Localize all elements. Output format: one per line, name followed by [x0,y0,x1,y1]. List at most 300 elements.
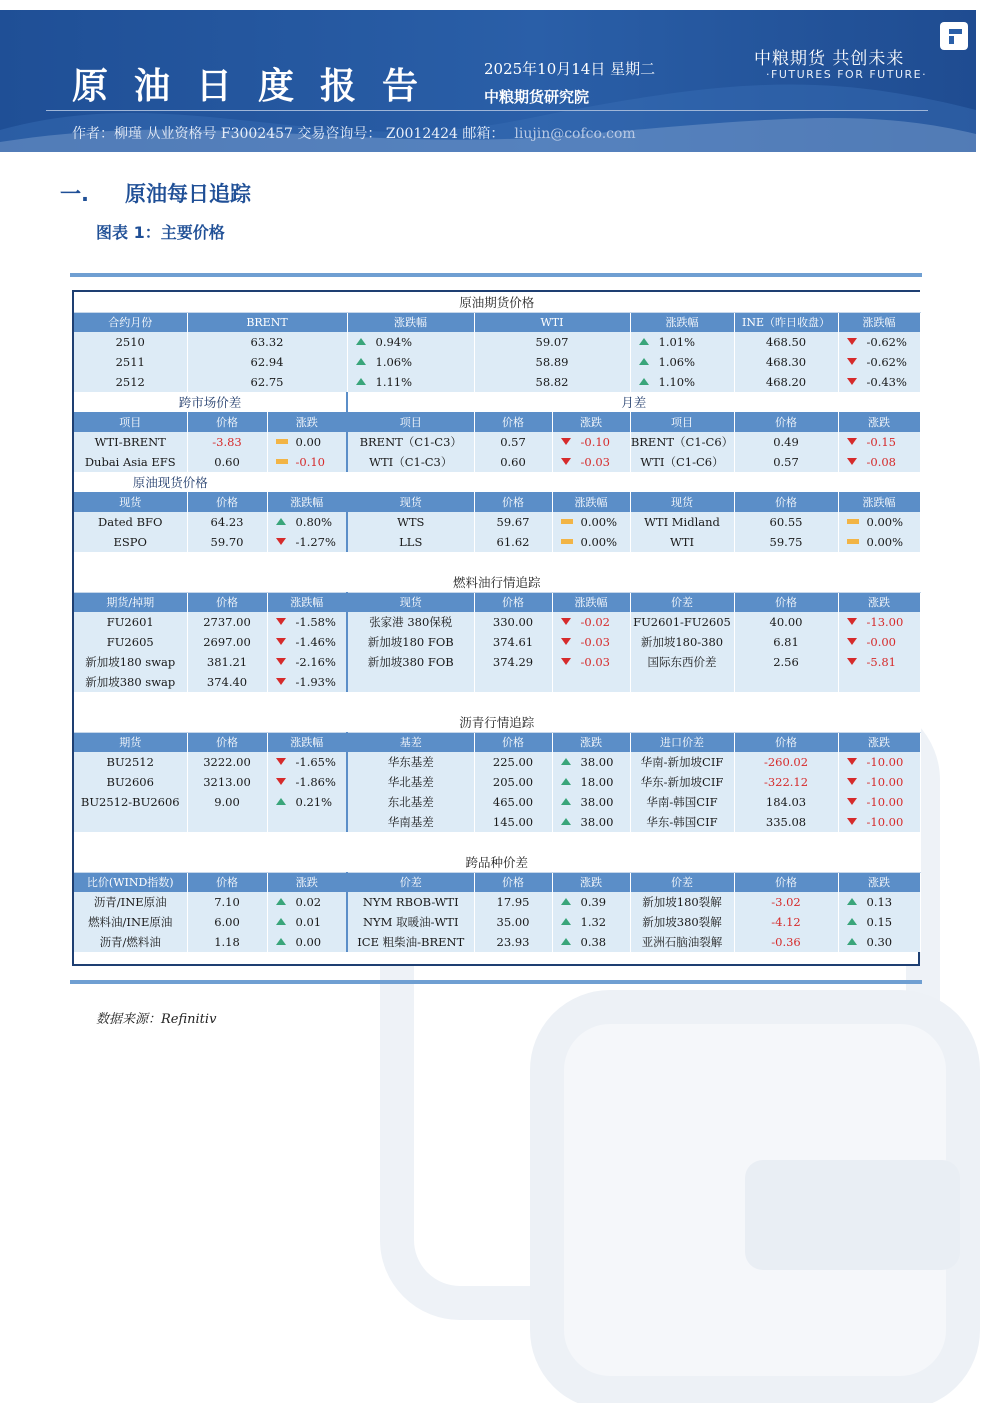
spacer-cell [74,692,187,712]
column-header: 涨跌 [838,592,920,612]
change-cell [630,332,734,352]
table-row [74,752,920,772]
item-cell: FU2601-FU2605 [630,612,734,632]
price-cell: 330.00 [474,612,552,632]
spacer-cell [267,552,347,572]
column-header: 价格 [734,412,838,432]
down-arrow-icon [847,758,857,765]
spacer-cell [347,472,474,492]
cross-product-section-title: 跨品种价差 [74,852,920,872]
item-cell: 新加坡180裂解 [630,892,734,912]
price-cell [474,672,552,692]
down-arrow-icon [847,378,857,385]
table-row [74,792,920,812]
asphalt-section [74,712,920,732]
change-cell [552,532,630,552]
column-header: 价格 [187,592,267,612]
item-cell: BU2606 [74,772,187,792]
figure-title: 图表 1：主要价格 [96,223,225,242]
column-header: 价格 [734,872,838,892]
spread-subheader-row [74,392,920,412]
change-cell [552,912,630,932]
column-header: 期货 [74,732,187,752]
change-cell [630,372,734,392]
change-cell [552,612,630,632]
change-cell [838,892,920,912]
price-cell: -3.83 [187,432,267,452]
spacer-cell [630,552,734,572]
item-cell: LLS [347,532,474,552]
spacer-cell [74,552,187,572]
down-arrow-icon [847,438,857,445]
section-title: 原油每日追踪 [124,182,251,206]
table-row [74,432,920,452]
item-cell: WTS [347,512,474,532]
spacer-cell [474,472,552,492]
price-cell: 374.29 [474,652,552,672]
column-header: 项目 [347,412,474,432]
item-cell: WTI（C1-C3） [347,452,474,472]
change-value: -0.10 [295,455,325,469]
item-cell: 新加坡180 FOB [347,632,474,652]
change-value: -13.00 [866,615,904,629]
brand-slogan-cn: 中粮期货 共创未来 [754,49,905,69]
item-cell: NYM 取暖油-WTI [347,912,474,932]
item-cell: 华东基差 [347,752,474,772]
price-cell: 6.81 [734,632,838,652]
spacer-cell [630,472,734,492]
spacer-cell [838,832,920,852]
fuel-header-row [74,592,920,612]
down-arrow-icon [847,338,857,345]
change-cell [267,612,347,632]
change-cell [838,652,920,672]
report-date: 2025年10月14日 星期二 [484,60,656,78]
price-cell: 3222.00 [187,752,267,772]
column-header: 涨跌 [552,872,630,892]
change-value: 0.21% [295,795,333,809]
item-cell [630,672,734,692]
flat-bar-icon [276,459,288,464]
item-cell: NYM RBOB-WTI [347,892,474,912]
down-arrow-icon [847,778,857,785]
item-cell: 东北基差 [347,792,474,812]
spacer-cell [734,832,838,852]
column-header: 价差 [347,872,474,892]
spacer-cell [267,832,347,852]
table-row [74,932,920,952]
spacer-cell [267,472,347,492]
fuel-oil-section [74,572,920,592]
spacer-cell [187,832,267,852]
change-cell [838,432,920,452]
flat-bar-icon [561,519,573,524]
column-header: 价格 [474,872,552,892]
price-cell: 35.00 [474,912,552,932]
data-source-note: 数据来源：Refinitiv [96,1012,217,1027]
column-header: 价格 [187,732,267,752]
up-arrow-icon [639,338,649,345]
down-arrow-icon [847,458,857,465]
price-cell: 2.56 [734,652,838,672]
item-cell: 新加坡380 swap [74,672,187,692]
change-cell [838,372,920,392]
change-value: 0.00% [580,535,618,549]
change-cell [838,352,920,372]
price-cell: 2737.00 [187,612,267,632]
change-cell [267,532,347,552]
header-divider [46,110,928,111]
change-cell [267,672,347,692]
table-row [74,672,920,692]
company-logo-icon [940,22,968,50]
spacer-cell [74,832,187,852]
change-value: 0.30 [866,935,893,949]
price-cell: 9.00 [187,792,267,812]
change-cell [630,352,734,372]
asphalt-section-title: 沥青行情追踪 [74,712,920,732]
change-cell [838,512,920,532]
price-cell: 59.70 [187,532,267,552]
spacer-cell [630,692,734,712]
spacer-cell [552,692,630,712]
column-header: 涨跌 [552,732,630,752]
change-cell [552,892,630,912]
change-value: -1.46% [295,635,336,649]
item-cell: 沥青/燃料油 [74,932,187,952]
change-cell [552,512,630,532]
background-bar-decoration [745,1160,960,1270]
change-value: -0.03 [580,455,610,469]
item-cell: 华东-韩国CIF [630,812,734,832]
change-cell [552,932,630,952]
spot-subheader-row [74,472,920,492]
change-value: -10.00 [866,755,904,769]
up-arrow-icon [356,358,366,365]
spacer-row [74,692,920,712]
change-value: -0.10 [580,435,610,449]
spacer-cell [474,692,552,712]
price-cell: 0.60 [474,452,552,472]
change-cell [267,892,347,912]
column-header: 价格 [474,412,552,432]
change-cell [267,432,347,452]
spacer-cell [838,692,920,712]
change-cell [838,932,920,952]
change-value: -0.62% [866,355,907,369]
price-cell: 59.75 [734,532,838,552]
change-value: 0.38 [580,935,607,949]
item-cell: 华南基差 [347,812,474,832]
up-arrow-icon [847,918,857,925]
spacer-cell [187,692,267,712]
change-cell [347,352,474,372]
change-value: 0.39 [580,895,607,909]
up-arrow-icon [561,898,571,905]
month-spread-title: 月差 [347,392,920,412]
change-value: 1.06% [375,355,413,369]
column-header: 现货 [74,492,187,512]
price-cell: 381.21 [187,652,267,672]
contract-month-cell: 2512 [74,372,187,392]
change-cell [552,452,630,472]
item-cell: WTI-BRENT [74,432,187,452]
price-cell: 6.00 [187,912,267,932]
price-cell: 3213.00 [187,772,267,792]
item-cell: Dated BFO [74,512,187,532]
price-cell: 0.49 [734,432,838,452]
table-row [74,632,920,652]
contract-month-cell: 2511 [74,352,187,372]
down-arrow-icon [561,658,571,665]
up-arrow-icon [276,898,286,905]
change-value: 0.13 [866,895,893,909]
down-arrow-icon [276,758,286,765]
column-header: 价格 [187,492,267,512]
spacer-cell [347,692,474,712]
change-value: 0.15 [866,915,893,929]
change-value: -1.27% [295,535,336,549]
spacer-cell [734,552,838,572]
up-arrow-icon [847,938,857,945]
item-cell: BU2512-BU2606 [74,792,187,812]
brent-price-cell: 62.94 [187,352,347,372]
price-cell: 205.00 [474,772,552,792]
up-arrow-icon [639,358,649,365]
change-cell [267,452,347,472]
change-cell [838,912,920,932]
change-cell [838,452,920,472]
item-cell: WTI [630,532,734,552]
item-cell: 新加坡380裂解 [630,912,734,932]
author-email-link[interactable]: liujin@cofco.com [514,126,636,142]
column-header: 项目 [74,412,187,432]
change-cell [838,672,920,692]
item-cell: Dubai Asia EFS [74,452,187,472]
spacer-cell [347,552,474,572]
price-cell: 59.67 [474,512,552,532]
column-header: 涨跌幅 [267,492,347,512]
change-value: 0.02 [295,895,322,909]
price-cell [187,812,267,832]
price-cell: -4.12 [734,912,838,932]
column-header: 价格 [734,592,838,612]
column-header: 涨跌 [267,412,347,432]
item-cell: 华南-韩国CIF [630,792,734,812]
change-cell [838,632,920,652]
down-arrow-icon [561,618,571,625]
table-row [74,532,920,552]
down-arrow-icon [276,678,286,685]
futures-row [74,372,920,392]
up-arrow-icon [356,338,366,345]
up-arrow-icon [276,518,286,525]
change-cell [267,512,347,532]
change-cell [347,332,474,352]
item-cell: FU2605 [74,632,187,652]
down-arrow-icon [276,638,286,645]
up-arrow-icon [847,898,857,905]
change-cell [838,812,920,832]
change-value: 38.00 [580,815,614,829]
spacer-cell [187,552,267,572]
change-value: -10.00 [866,815,904,829]
price-cell: 64.23 [187,512,267,532]
price-cell: 60.55 [734,512,838,532]
item-cell: 国际东西价差 [630,652,734,672]
change-value: 0.01 [295,915,322,929]
item-cell: 沥青/INE原油 [74,892,187,912]
spacer-row [74,832,920,852]
change-value: -1.65% [295,755,336,769]
change-cell [347,372,474,392]
wti-price-cell: 59.07 [474,332,630,352]
change-value: -5.81 [866,655,896,669]
item-cell: 燃料油/INE原油 [74,912,187,932]
spacer-row [74,552,920,572]
down-arrow-icon [847,618,857,625]
table-row [74,772,920,792]
column-header: 价差 [630,592,734,612]
spacer-cell [347,832,474,852]
cross-product-section [74,852,920,872]
up-arrow-icon [276,798,286,805]
column-header: 涨跌幅 [267,732,347,752]
spot-header-row [74,492,920,512]
change-value: -0.03 [580,655,610,669]
up-arrow-icon [561,798,571,805]
price-cell: -260.02 [734,752,838,772]
price-cell: 23.93 [474,932,552,952]
futures-row [74,332,920,352]
column-header: 涨跌 [838,732,920,752]
contract-month-cell: 2510 [74,332,187,352]
change-cell [552,672,630,692]
wti-price-cell: 58.89 [474,352,630,372]
asphalt-header-row [74,732,920,752]
change-value: -2.16% [295,655,336,669]
item-cell: ICE 粗柴油-BRENT [347,932,474,952]
top-rule [70,273,922,277]
price-cell: -3.02 [734,892,838,912]
change-value: 0.00% [866,535,904,549]
spacer-cell [838,552,920,572]
author-info: 作者：柳瑾 从业资格号 F3002457 交易咨询号： Z0012424 邮箱： [72,126,505,142]
change-value: 1.01% [658,335,696,349]
change-cell [267,812,347,832]
spread-header-row [74,412,920,432]
item-cell [347,672,474,692]
column-header: 基差 [347,732,474,752]
column-header: 涨跌幅 [838,492,920,512]
wti-price-cell: 58.82 [474,372,630,392]
up-arrow-icon [639,378,649,385]
ine-price-cell: 468.20 [734,372,838,392]
change-value: 0.00 [295,935,322,949]
change-cell [552,752,630,772]
column-header: 价格 [734,492,838,512]
change-cell [838,612,920,632]
spacer-cell [734,472,838,492]
change-cell [267,932,347,952]
spacer-cell [552,552,630,572]
price-cell: 0.57 [474,432,552,452]
column-header: 价格 [187,872,267,892]
spot-price-title: 原油现货价格 [74,472,267,492]
report-institute: 中粮期货研究院 [484,88,590,106]
column-header: 期货/掉期 [74,592,187,612]
change-cell [267,792,347,812]
up-arrow-icon [561,818,571,825]
change-value: -0.43% [866,375,907,389]
column-header: 合约月份 [74,312,187,332]
change-value: 1.32 [580,915,607,929]
spacer-cell [474,552,552,572]
flat-bar-icon [561,539,573,544]
change-cell [838,532,920,552]
change-value: -0.08 [866,455,896,469]
change-cell [838,332,920,352]
down-arrow-icon [561,438,571,445]
price-cell: 374.61 [474,632,552,652]
report-header [0,10,976,152]
column-header: WTI [474,312,630,332]
futures-row [74,352,920,372]
column-header: 涨跌 [267,872,347,892]
brent-price-cell: 63.32 [187,332,347,352]
down-arrow-icon [276,658,286,665]
column-header: 价格 [474,732,552,752]
change-value: -0.02 [580,615,610,629]
change-cell [552,432,630,452]
author-line [72,123,636,143]
section-number: 一. [60,182,89,206]
column-header: 涨跌幅 [630,312,734,332]
down-arrow-icon [847,638,857,645]
price-cell: 2697.00 [187,632,267,652]
change-value: -10.00 [866,795,904,809]
item-cell: 新加坡380 FOB [347,652,474,672]
down-arrow-icon [276,618,286,625]
spacer-cell [552,472,630,492]
futures-header-row [74,312,920,332]
item-cell [74,812,187,832]
table-row [74,612,920,632]
column-header: 涨跌幅 [267,592,347,612]
price-cell: 225.00 [474,752,552,772]
change-value: -1.93% [295,675,336,689]
spacer-cell [474,832,552,852]
item-cell: 华南-新加坡CIF [630,752,734,772]
item-cell: BU2512 [74,752,187,772]
change-value: 1.11% [375,375,413,389]
item-cell: 新加坡180 swap [74,652,187,672]
price-cell: -0.36 [734,932,838,952]
change-cell [838,772,920,792]
change-cell [267,752,347,772]
price-cell: 145.00 [474,812,552,832]
item-cell: 华东-新加坡CIF [630,772,734,792]
change-value: -0.62% [866,335,907,349]
up-arrow-icon [276,938,286,945]
change-value: -1.58% [295,615,336,629]
price-cell: 0.60 [187,452,267,472]
item-cell: 张家港 380保税 [347,612,474,632]
spacer-cell [630,832,734,852]
column-header: 涨跌 [552,412,630,432]
change-cell [552,792,630,812]
price-cell: 335.08 [734,812,838,832]
